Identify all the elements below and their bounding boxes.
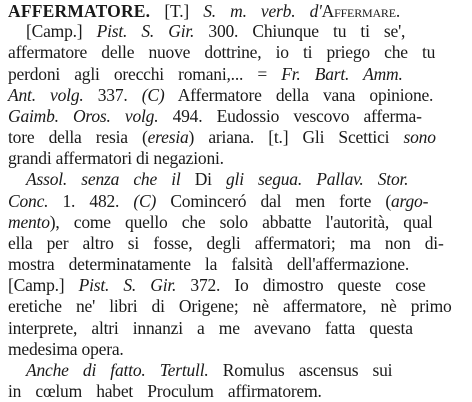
entry-line (8, 253, 409, 275)
entry-line (8, 126, 436, 148)
body-text: ), come quello che solo abbatte l'autorità, qual (49, 212, 433, 232)
entry-line (8, 338, 124, 360)
entry-line (8, 317, 413, 339)
entry-line (8, 0, 400, 22)
body-text: tore della resia ( (8, 127, 148, 147)
body-text: eretiche ne' libri di Origene; nè affermatore, nè primo (8, 296, 452, 316)
body-text: Affermatore della vana opinione. (164, 85, 434, 105)
entry-line (8, 147, 224, 169)
entry-line (8, 295, 452, 317)
body-text: affermatore delle nuove dottrine, io ti priego che tu (8, 42, 436, 62)
entry-line (26, 20, 405, 42)
body-text: 494. Eudossio vescovo afferma- (158, 106, 422, 126)
body-text: Di (180, 169, 226, 189)
entry-line (8, 63, 403, 85)
italic-text: Pist. S. Gir. (96, 21, 195, 41)
entry-line (8, 380, 322, 402)
entry-line (8, 41, 435, 63)
body-text: mostra determinatamente la falsità dell'affermazione. (8, 254, 410, 274)
italic-text: Anche di fatto. Tertull. (26, 360, 209, 380)
body-text: [Camp.] (8, 275, 79, 295)
italic-text: S. m. verb. d' (203, 1, 322, 21)
italic-text: Gaimb. Oros. volg. (8, 106, 159, 126)
italic-text: (C) (141, 85, 165, 105)
italic-text: argo- (390, 191, 429, 211)
italic-text: Conc. (8, 191, 49, 211)
italic-text: Fr. Bart. Amm. (281, 64, 403, 84)
entry-line (8, 211, 433, 233)
body-text: Cominceró dal men forte ( (156, 191, 391, 211)
italic-text: Pist. S. Gir. (78, 275, 177, 295)
italic-text: (C) (133, 191, 157, 211)
body-text: interprete, altri innanzi a me avevano fatta questa (8, 318, 413, 338)
entry-line (8, 190, 428, 212)
italic-text: gli segua. Pallav. Stor. (225, 169, 409, 189)
entry-line (8, 84, 433, 106)
body-text: 1. 482. (48, 191, 134, 211)
body-text: grandi affermatori di negazioni. (8, 148, 224, 168)
body-text: ) ariana. [t.] Gli Scettici (188, 127, 404, 147)
entry-line (26, 168, 408, 190)
body-text: perdoni agli orecchi romani,... = (8, 64, 282, 84)
italic-text: sono (403, 127, 436, 147)
headword: AFFERMATORE. (8, 1, 151, 21)
body-text: 337. (83, 85, 142, 105)
body-text: ella per altro si fosse, degli affermatori; ma non di- (8, 233, 444, 253)
small-caps-text: Affermare. (321, 1, 401, 21)
entry-line (8, 232, 444, 254)
italic-text: eresia (147, 127, 189, 147)
body-text: 300. Chiunque tu ti se', (194, 21, 406, 41)
italic-text: Ant. volg. (8, 85, 84, 105)
entry-line (8, 274, 426, 296)
body-text: in cœlum habet Proculum affirmatorem. (8, 381, 322, 401)
italic-text: mento (8, 212, 50, 232)
body-text: [T.] (150, 1, 204, 21)
italic-text: Assol. senza che il (26, 169, 181, 189)
body-text: Romulus ascensus sui (208, 360, 393, 380)
entry-line (26, 359, 392, 381)
body-text: medesima opera. (8, 339, 124, 359)
entry-line (8, 105, 422, 127)
body-text: [Camp.] (26, 21, 97, 41)
body-text: 372. Io dimostro queste cose (176, 275, 426, 295)
